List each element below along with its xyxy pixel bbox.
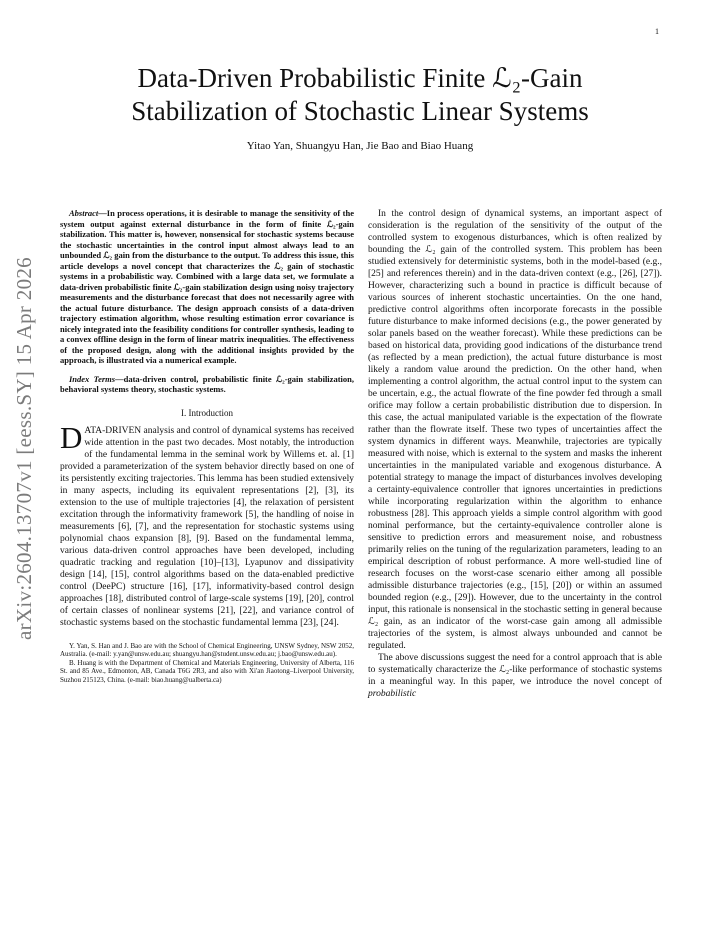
paper-title <box>60 62 660 128</box>
footnote-affiliation-2: B. Huang is with the Department of Chemical and Materials Engineering, University of Alberta, 116 St. and 85 Ave., Edmonton, AB, Canada T6G 2R3, and also with Xi'an Jiaotong–Liverpool University, Suzhou 215123, China. (e-mail: biao.huang@ualberta.ca) <box>60 658 354 684</box>
page-number: 1 <box>655 27 659 36</box>
index-terms <box>60 374 354 395</box>
body-paragraph-2-text: The above discussions suggest the need for a control approach that is able to systematically characterize the ℒ₂-like performance of stochastic systems in a meaningful way. In this paper, we introduce the novel concept of <box>368 653 662 687</box>
section-heading-introduction: I. Introduction <box>181 407 233 418</box>
title-line-1: Data-Driven Probabilistic Finite ℒ₂-Gain <box>137 63 583 93</box>
body-paragraph-2-italic: probabilistic <box>368 689 417 699</box>
author-list: Yitao Yan, Shuangyu Han, Jie Bao and Biao Huang <box>246 140 474 152</box>
left-column <box>60 208 354 684</box>
body-paragraph-1: In the control design of dynamical systems, an important aspect of consideration is the regulation of the sensitivity of the output of the controlled system to exogenous disturbances, which is often realized by bounding the ℒ₂ gain of the controlled system. This problem has been studied extensively for deterministic systems, both in the model-based (e.g., [25] and references therein) and in the data-driven context (e.g., [26], [27]). However, characterizing such a bound in practice is difficult because of various sources of inherent stochastic uncertainties. On the one hand, predictive control algorithms often incorporate forecasts in the possible future disturbance to make informed decisions (e.g., the power generated by solar panels based on the weather forecast). While these predictions can be based on historical data, providing good indications of the disturbance trend (as reflected by a mean prediction), the actual future disturbance is most likely a random value around the prediction. On the other hand, when implementing a control algorithm, the actual control input to the system can be uncertain, e.g., the actual flowrate of the fine powder fed through a small orifice may follow a certain probabilistic distribution due to dispersion. In this case, the actual manipulated variable is the expectation of the flowrate rather than the flowrate itself. These two types of uncertainties affect the system dynamics in different ways. Meanwhile, trajectories are typically measured with noise, which is external to the system and masks the inherent uncertainties in the manipulated variable and exogenous disturbance. A potential strategy to manage the impact of disturbances involves developing a certainty-equivalence controller that ignores uncertainties in predictions while incorporating regularization within the algorithm to enhance robustness [28]. This approach yields a simple control algorithm with good nominal performance, but the certainty-equivalence controller alone is sensitive to prediction errors and measurement noise, and robustness primarily relies on the tuning of the regularization parameters, leading to an empirical description of robust performance. A more well-studied line of research focuses on the worst-case scenario either among all possible admissible disturbance trajectories (e.g., [15], [20]) or within an assumed bounded region (e.g., [29]). However, due to the uncertainty in the control input, this rationale is nonsensical in the stochastic setting in general because ℒ₂ gain, as an indicator of the worst-case gain among all admissible trajectories of the system, is almost always unbounded and cannot be regulated. <box>368 209 662 651</box>
body-paragraph-2 <box>368 652 662 700</box>
footnote-affiliation-1: Y. Yan, S. Han and J. Bao are with the School of Chemical Engineering, UNSW Sydney, NSW 2052, Australia. (e-mail: y.yan@unsw.edu.au; shuangyu.han@student.unsw.edu.au; j.bao@unsw.edu.au). <box>60 641 354 658</box>
intro-paragraph <box>60 419 354 629</box>
right-column <box>368 208 662 700</box>
abstract-lead: Abstract <box>69 208 99 218</box>
title-line-2: Stabilization of Stochastic Linear Systems <box>131 96 589 126</box>
index-terms-lead: Index Terms <box>69 373 116 384</box>
index-terms-text: —data-driven control, probabilistic finite ℒ₂-gain stabilization, behavioral systems theory, stochastic systems. <box>60 373 354 394</box>
abstract-text: —In process operations, it is desirable to manage the sensitivity of the system output against external disturbance in the form of finite ℒ₂-gain stabilization. This matter is, however, nonsensical for stochastic systems because the stochastic uncertainties in the control input almost always lead to an unbounded ℒ₂ gain from the disturbance to the output. To address this issue, this article develops a novel concept that characterizes the ℒ₂ gain of stochastic systems in a probabilistic way. Combined with a large data set, we formulate a data-driven probabilistic finite ℒ₂-gain stabilization design using noisy trajectory measurements and the disturbance forecast that does not necessarily agree with the actual future disturbance. The design approach consists of a data-driven trajectory estimation algorithm, whose resulting estimation error covariance is nicely integrated into the feasibility conditions for controller synthesis, leading to a convex offline design in the form of linear matrix inequalities. The effectiveness of the proposed design, along with the additional insights provided by the approach, is illustrated via a numerical example. <box>60 208 354 365</box>
drop-cap: D <box>60 419 83 455</box>
author-footnote <box>60 639 354 685</box>
abstract <box>60 208 354 366</box>
arxiv-stamp: arXiv:2604.13707v1 [eess.SY] 15 Apr 2026 <box>12 257 36 640</box>
intro-text: ATA-DRIVEN analysis and control of dynamical systems has received wide attention in the past two decades. Most notably, the introduction of the fundamental lemma in the seminal work by Willems et. al. [1] provided a parameterization of the system behavior directly based on one of its persistently exciting trajectories. This lemma has been studied extensively in many aspects, including its equivalent representations [2], [3], its extension to the use of multiple trajectories [4], the relaxation of persistent excitation through the informativity framework [5], the handling of noise in measurements [6], [7], and the representation for stochastic systems using polynomial chaos expansion [8], [9]. Based on the fundamental lemma, various data-driven control approaches have been developed, including quadratic tracking and regulation [10]–[13], Lyapunov and dissipativity design [14], [15], control algorithms based on the data-enabled predictive control (DeePC) structure [16], [17], informativity-based control design approaches [18], distributed control of large-scale systems [19], [20], control of certain classes of nonlinear systems [21], [22], and variance control of stochastic systems based on the stochastic fundamental lemma [23], [24]. <box>60 425 354 628</box>
